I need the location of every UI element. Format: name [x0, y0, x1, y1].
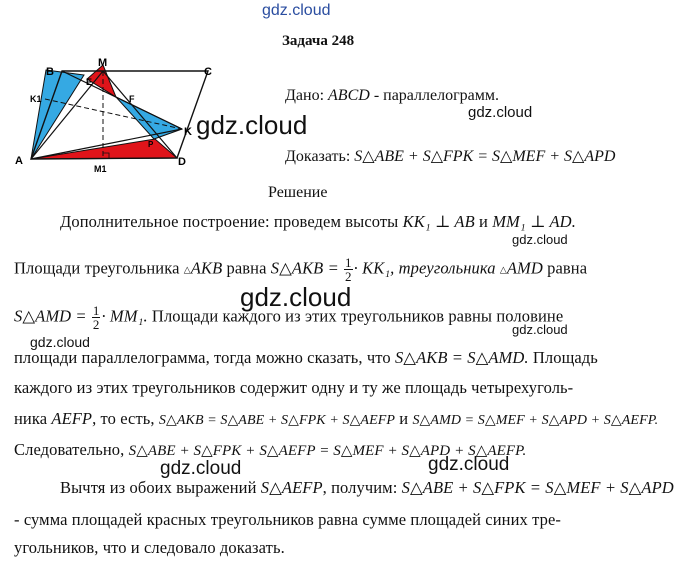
line6-text: ника [14, 409, 48, 428]
label-p: P [148, 140, 154, 149]
label-k: K [184, 126, 192, 138]
text-line-2: Площади треугольника △AKB равна S△AKB = $\frac{1}{2}$ · KK₁, треугольника △AMD равна [14, 255, 588, 284]
given-rest: - параллелограмм. [369, 87, 500, 104]
line8-s-aefp: S△AEFP [260, 478, 323, 497]
line2-text: Площади треугольника [14, 258, 180, 278]
watermark-bottom-left: gdz.cloud [160, 458, 242, 479]
line2-amd: AMD [506, 258, 543, 278]
prove-formula: S△ABE + S△FPK = S△MEF + S△APD [354, 148, 616, 165]
line3-mm1: · MM₁. [101, 306, 148, 326]
prove-line [285, 146, 615, 166]
line2-equals-word: равна [226, 258, 267, 278]
label-f: F [129, 94, 135, 104]
text-line-4 [14, 348, 598, 368]
line8-obtain: , получим: [322, 478, 398, 497]
text-line-8 [60, 478, 674, 498]
prove-label: Доказать: [285, 148, 351, 165]
label-k1: K1 [30, 94, 42, 104]
line1-and: и [479, 212, 488, 231]
line8-formula: S△ABE + S△FPK = S△MEF + S△APD [401, 478, 674, 497]
line1-kk1: KK₁ ⊥ AB [402, 212, 475, 231]
label-m: M [98, 57, 108, 69]
line8-text: Вычтя из обоих выражений [60, 478, 257, 497]
solution-heading: Решение [268, 184, 328, 201]
watermark-left: gdz.cloud [30, 334, 90, 350]
given-label: Дано: [285, 87, 325, 104]
line3-text: Площади каждого из этих треугольников равны половине [151, 306, 564, 326]
watermark-middle: gdz.cloud [240, 282, 352, 312]
text-line-10: угольников, что и следовало доказать. [14, 538, 285, 557]
line6-formula-2: S△AMD = S△MEF + S△APD + S△AEFP. [412, 413, 659, 428]
blue-triangle-fpk [116, 97, 182, 139]
given-object: ABCD [328, 87, 370, 104]
line1-mm1: MM₁ ⊥ AD. [492, 212, 576, 231]
text-line-5: каждого из этих треугольников содержит одну и ту же площадь четырехуголь- [14, 378, 574, 397]
task-title: Задача 248 [282, 33, 355, 49]
line4-text: площади параллелограмма, тогда можно сказать, что [14, 348, 391, 367]
watermark-line1: gdz.cloud [512, 232, 568, 247]
line3-s-amd: S△AMD = [14, 306, 91, 326]
line4-area-word: Площадь [532, 348, 598, 367]
fraction-half: $\frac{1}{2}$ [345, 255, 352, 284]
text-line-7 [14, 440, 526, 460]
text-line-6 [14, 409, 658, 429]
watermark-right: gdz.cloud [512, 322, 568, 337]
watermark-given: gdz.cloud [468, 104, 533, 121]
red-triangle-apd [31, 139, 177, 159]
line7-text: Следовательно, [14, 440, 125, 459]
line1-text: Дополнительное построение: проведем высоты [60, 212, 399, 231]
text-line-9: - сумма площадей красных треугольников равна сумме площадей синих тре- [14, 510, 561, 529]
text-line-3 [14, 304, 563, 331]
label-b: B [46, 66, 54, 78]
fraction-half-2: $\frac{1}{2}$ [92, 303, 100, 332]
label-m1: M1 [94, 164, 107, 174]
height-kk1 [45, 99, 182, 129]
label-e: E [86, 77, 93, 87]
line4-formula: S△AKB = S△AMD. [394, 348, 529, 367]
line2-akb: AKB [190, 258, 223, 278]
watermark-bottom-right: gdz.cloud [428, 454, 510, 475]
line2-equals-word-2: равна [547, 258, 588, 278]
line2-s-akb: S△AKB = [270, 258, 344, 278]
line2-kk1-text: · KK₁, треугольника [353, 258, 496, 278]
parallelogram-figure [10, 55, 215, 180]
label-d: D [178, 156, 186, 168]
line6-formula-1: S△AKB = S△ABE + S△FPK + S△AEFP [158, 413, 396, 428]
text-line-1 [60, 212, 576, 232]
label-c: C [204, 66, 212, 78]
line6-that-is: , то есть, [92, 409, 155, 428]
watermark-top: gdz.cloud [262, 2, 331, 19]
watermark-figure: gdz.cloud [196, 110, 308, 140]
line6-and: и [399, 409, 409, 428]
label-a: A [15, 155, 23, 167]
line7-formula: S△ABE + S△FPK + S△AEFP = S△MEF + S△APD + S△AEFP. [128, 443, 527, 459]
given-line [285, 87, 499, 105]
line6-aefp: AEFP [51, 409, 93, 428]
